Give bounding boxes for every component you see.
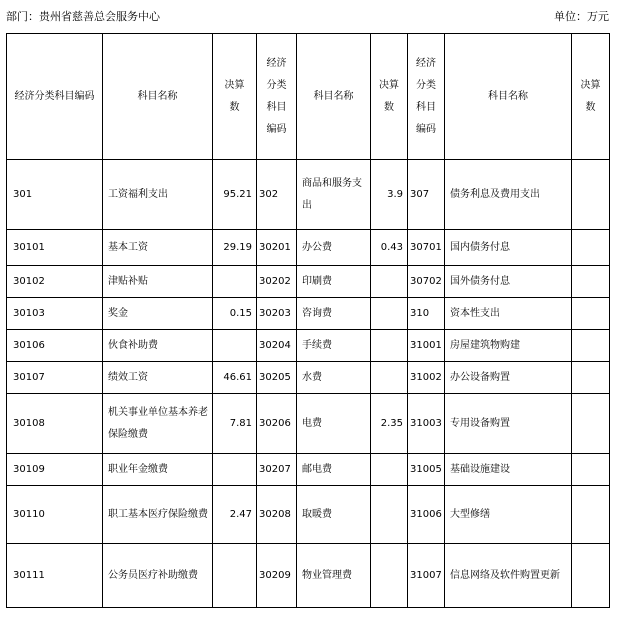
code-cell-1: 30111 — [7, 544, 103, 608]
amount-cell-1: 46.61 — [213, 362, 257, 394]
code-cell-1: 301 — [7, 160, 103, 230]
name-cell-3: 债务利息及费用支出 — [445, 160, 572, 230]
code-cell-3: 31005 — [408, 454, 445, 486]
code-cell-1: 30108 — [7, 394, 103, 454]
table-row — [7, 362, 610, 394]
name-cell-1: 职业年金缴费 — [103, 454, 213, 486]
header-name-1: 科目名称 — [103, 34, 213, 160]
name-cell-2: 办公费 — [297, 230, 371, 266]
code-cell-1: 30107 — [7, 362, 103, 394]
name-cell-1: 工资福利支出 — [103, 160, 213, 230]
name-cell-3: 专用设备购置 — [445, 394, 572, 454]
header-row — [7, 34, 610, 160]
name-cell-2: 手续费 — [297, 330, 371, 362]
name-cell-1: 公务员医疗补助缴费 — [103, 544, 213, 608]
header-code-2: 经济分类科目编码 — [257, 34, 297, 160]
amount-cell-3 — [572, 544, 610, 608]
table-row — [7, 230, 610, 266]
table-row — [7, 544, 610, 608]
code-cell-1: 30102 — [7, 266, 103, 298]
table-row — [7, 266, 610, 298]
table-row — [7, 330, 610, 362]
name-cell-1: 伙食补助费 — [103, 330, 213, 362]
code-cell-1: 30109 — [7, 454, 103, 486]
amount-cell-1: 2.47 — [213, 486, 257, 544]
code-cell-3: 307 — [408, 160, 445, 230]
amount-cell-1 — [213, 544, 257, 608]
amount-cell-3 — [572, 266, 610, 298]
table-row — [7, 486, 610, 544]
code-cell-3: 31006 — [408, 486, 445, 544]
code-cell-2: 30202 — [257, 266, 297, 298]
department-label: 部门：贵州省慈善总会服务中心 — [6, 10, 160, 23]
header-amount-3: 决算数 — [572, 34, 610, 160]
name-cell-1: 职工基本医疗保险缴费 — [103, 486, 213, 544]
name-cell-3: 房屋建筑物购建 — [445, 330, 572, 362]
amount-cell-3 — [572, 394, 610, 454]
code-cell-3: 31007 — [408, 544, 445, 608]
code-cell-2: 30205 — [257, 362, 297, 394]
name-cell-3: 资本性支出 — [445, 298, 572, 330]
code-cell-3: 30702 — [408, 266, 445, 298]
amount-cell-3 — [572, 486, 610, 544]
amount-cell-1 — [213, 454, 257, 486]
table-row — [7, 298, 610, 330]
code-cell-2: 30208 — [257, 486, 297, 544]
code-cell-3: 31001 — [408, 330, 445, 362]
name-cell-2: 电费 — [297, 394, 371, 454]
name-cell-3: 基础设施建设 — [445, 454, 572, 486]
amount-cell-3 — [572, 298, 610, 330]
amount-cell-2 — [371, 454, 408, 486]
name-cell-3: 大型修缮 — [445, 486, 572, 544]
name-cell-2: 取暖费 — [297, 486, 371, 544]
name-cell-1: 机关事业单位基本养老保险缴费 — [103, 394, 213, 454]
name-cell-3: 信息网络及软件购置更新 — [445, 544, 572, 608]
expenditure-table — [6, 33, 610, 608]
name-cell-3: 国内债务付息 — [445, 230, 572, 266]
amount-cell-3 — [572, 160, 610, 230]
amount-cell-3 — [572, 454, 610, 486]
code-cell-3: 31002 — [408, 362, 445, 394]
header-code-1: 经济分类科目编码 — [7, 34, 103, 160]
code-cell-2: 30209 — [257, 544, 297, 608]
table-row — [7, 160, 610, 230]
name-cell-1: 基本工资 — [103, 230, 213, 266]
name-cell-2: 物业管理费 — [297, 544, 371, 608]
code-cell-2: 30207 — [257, 454, 297, 486]
amount-cell-2 — [371, 486, 408, 544]
name-cell-3: 办公设备购置 — [445, 362, 572, 394]
name-cell-2: 印刷费 — [297, 266, 371, 298]
header-name-3: 科目名称 — [445, 34, 572, 160]
amount-cell-2: 2.35 — [371, 394, 408, 454]
amount-cell-1 — [213, 266, 257, 298]
name-cell-2: 商品和服务支出 — [297, 160, 371, 230]
amount-cell-2: 3.9 — [371, 160, 408, 230]
code-cell-3: 31003 — [408, 394, 445, 454]
name-cell-1: 津贴补贴 — [103, 266, 213, 298]
code-cell-1: 30106 — [7, 330, 103, 362]
table-row — [7, 454, 610, 486]
name-cell-2: 邮电费 — [297, 454, 371, 486]
amount-cell-2 — [371, 298, 408, 330]
name-cell-2: 水费 — [297, 362, 371, 394]
code-cell-2: 30206 — [257, 394, 297, 454]
header-amount-1: 决算数 — [213, 34, 257, 160]
code-cell-2: 30201 — [257, 230, 297, 266]
header-name-2: 科目名称 — [297, 34, 371, 160]
name-cell-1: 绩效工资 — [103, 362, 213, 394]
amount-cell-2 — [371, 362, 408, 394]
header-amount-2: 决算数 — [371, 34, 408, 160]
header-code-3: 经济分类科目编码 — [408, 34, 445, 160]
amount-cell-2 — [371, 544, 408, 608]
amount-cell-3 — [572, 362, 610, 394]
amount-cell-1: 95.21 — [213, 160, 257, 230]
amount-cell-2: 0.43 — [371, 230, 408, 266]
amount-cell-2 — [371, 330, 408, 362]
amount-cell-2 — [371, 266, 408, 298]
amount-cell-1 — [213, 330, 257, 362]
name-cell-1: 奖金 — [103, 298, 213, 330]
code-cell-2: 302 — [257, 160, 297, 230]
code-cell-1: 30101 — [7, 230, 103, 266]
code-cell-3: 310 — [408, 298, 445, 330]
name-cell-2: 咨询费 — [297, 298, 371, 330]
amount-cell-1: 7.81 — [213, 394, 257, 454]
code-cell-3: 30701 — [408, 230, 445, 266]
unit-label: 单位：万元 — [554, 10, 609, 23]
code-cell-2: 30203 — [257, 298, 297, 330]
code-cell-1: 30110 — [7, 486, 103, 544]
name-cell-3: 国外债务付息 — [445, 266, 572, 298]
amount-cell-1: 0.15 — [213, 298, 257, 330]
code-cell-1: 30103 — [7, 298, 103, 330]
table-row — [7, 394, 610, 454]
code-cell-2: 30204 — [257, 330, 297, 362]
amount-cell-3 — [572, 330, 610, 362]
amount-cell-1: 29.19 — [213, 230, 257, 266]
amount-cell-3 — [572, 230, 610, 266]
